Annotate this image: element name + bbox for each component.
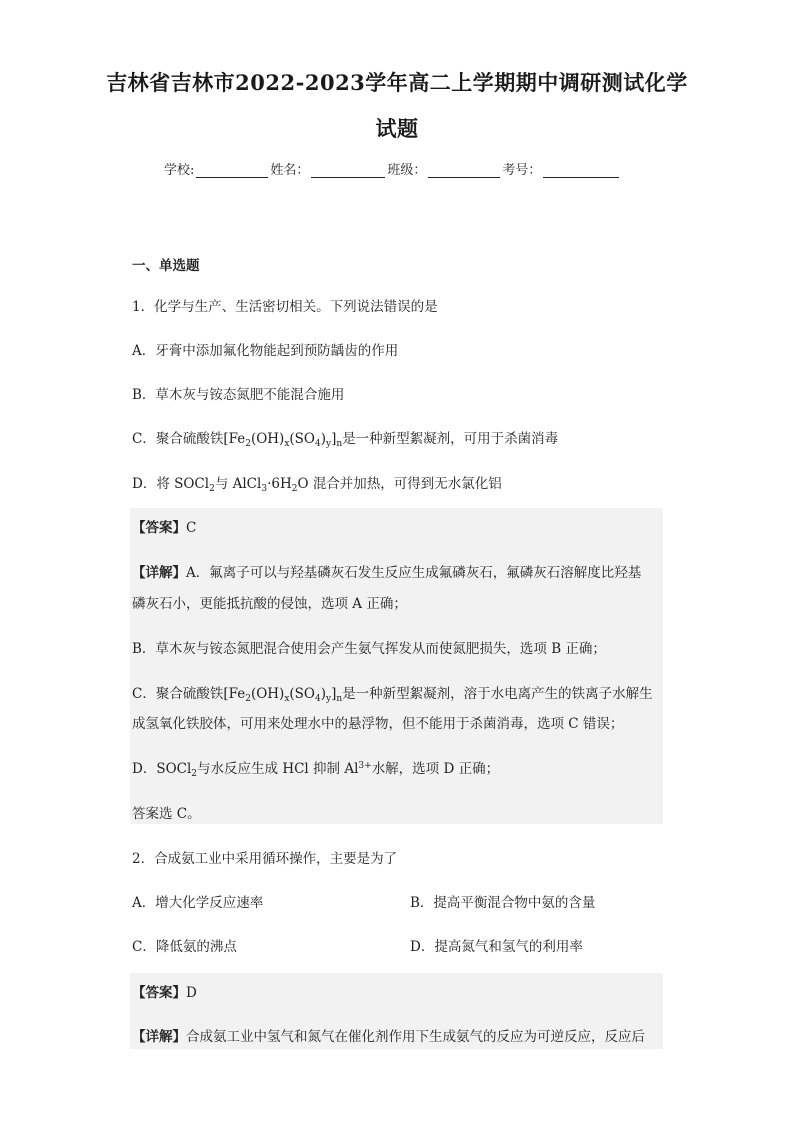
- name-field[interactable]: [311, 163, 385, 178]
- answer-line-q2: [132, 981, 197, 1001]
- detail-q2-line1: [132, 1025, 645, 1045]
- detail-c-line2: 成氢氧化铁胶体，可用来处理水中的悬浮物，但不能用于杀菌消毒，选项 C 错误；: [132, 716, 624, 732]
- detail-c-prefix: C．聚合硫酸铁[Fe: [132, 686, 246, 702]
- question-2-option-a: A．增大化学反应速率: [132, 895, 264, 911]
- option-d-mid: 与 AlCl: [214, 476, 262, 492]
- question-1-option-c: C．聚合硫酸铁$[Fe_2(OH)_x(SO_4)_y]_n$是一种新型絮凝剂，可用于杀菌消毒: [132, 431, 559, 449]
- detail-a-line1: [132, 561, 641, 581]
- class-label: 班级：: [387, 163, 427, 178]
- number-field[interactable]: [543, 163, 619, 178]
- detail-c-line1: C．聚合硫酸铁$[Fe_2(OH)_x(SO_4)_y]_n$是一种新型絮凝剂，溶于水电离产生的铁离子水解生: [132, 686, 653, 704]
- question-1-option-b: B．草木灰与铵态氮肥不能混合施用: [132, 387, 345, 403]
- question-1-stem: 1．化学与生产、生活密切相关。下列说法错误的是: [132, 299, 438, 315]
- answer-line-q1: [132, 516, 196, 536]
- option-d-suffix: 混合并加热，可得到无水氯化铝: [312, 476, 502, 492]
- detail-d-prefix: D．SOCl: [132, 761, 192, 777]
- option-d-prefix: D．将 SOCl: [132, 476, 210, 492]
- option-c-prefix: C．聚合硫酸铁[Fe: [132, 431, 246, 447]
- class-field[interactable]: [428, 163, 500, 178]
- answer-label: 【答案】: [132, 985, 186, 1001]
- detail-a-line2: 磷灰石小，更能抵抗酸的侵蚀，选项 A 正确；: [132, 596, 407, 612]
- school-label: 学校:: [164, 163, 195, 178]
- answer-value: C: [186, 520, 197, 536]
- detail-q2-text: 合成氨工业中氢气和氮气在催化剂作用下生成氨气的反应为可逆反应，反应后: [186, 1029, 645, 1045]
- answer-label: 【答案】: [132, 520, 186, 536]
- detail-d-suffix: 水解，选项 D 正确；: [371, 761, 500, 777]
- detail-label: 【详解】: [132, 565, 186, 581]
- student-info-row: [164, 159, 621, 178]
- question-2-option-d: D．提高氮气和氢气的利用率: [410, 939, 583, 955]
- option-c-suffix: 是一种新型絮凝剂，可用于杀菌消毒: [342, 431, 559, 447]
- name-label: 姓名：: [270, 163, 310, 178]
- detail-d: D．SOCl$_2$与水反应生成 HCl 抑制 $Al^{3+}$水解，选项 D 正确；: [132, 761, 500, 779]
- detail-a-text: A．氟离子可以与羟基磷灰石发生反应生成氟磷灰石，氟磷灰石溶解度比羟基: [186, 565, 642, 581]
- conclusion: 答案选 C。: [132, 806, 201, 822]
- detail-label: 【详解】: [132, 1029, 186, 1045]
- question-1-option-d: D．将 SOCl$_2$与 $AlCl_3\cdot 6H_2O$ 混合并加热，可得到无水氯化铝: [132, 476, 502, 494]
- detail-c-suffix: 是一种新型絮凝剂，溶于水电离产生的铁离子水解生: [342, 686, 653, 702]
- question-1-option-a: A．牙膏中添加氟化物能起到预防龋齿的作用: [132, 343, 399, 359]
- page-title-continued: 试题: [375, 116, 419, 141]
- school-field[interactable]: [196, 163, 268, 178]
- question-2-option-c: C．降低氨的沸点: [132, 939, 237, 955]
- section-heading: 一、单选题: [132, 258, 200, 274]
- number-label: 考号：: [502, 163, 542, 178]
- answer-value: D: [186, 985, 197, 1001]
- detail-d-mid: 与水反应生成 HCl 抑制 Al: [197, 761, 359, 777]
- page-title: 吉林省吉林市2022-2023学年高二上学期期中调研测试化学: [106, 70, 688, 95]
- question-2-option-b: B．提高平衡混合物中氨的含量: [410, 895, 596, 911]
- detail-b: B．草木灰与铵态氮肥混合使用会产生氨气挥发从而使氮肥损失，选项 B 正确；: [132, 641, 606, 657]
- question-2-stem: 2．合成氨工业中采用循环操作，主要是为了: [132, 851, 398, 867]
